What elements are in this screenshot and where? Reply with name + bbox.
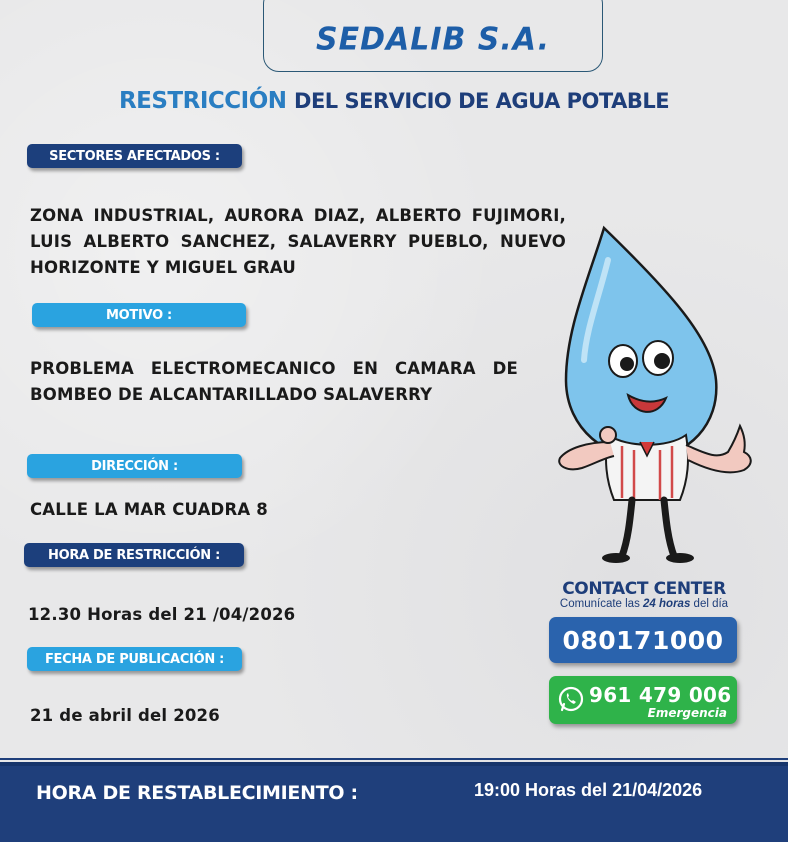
whatsapp-button[interactable] (549, 676, 737, 724)
fecha-publicacion-label: FECHA DE PUBLICACIÓN : (27, 647, 242, 671)
page-title (0, 88, 788, 114)
whatsapp-icon (557, 685, 585, 713)
hora-restriccion-value: 12.30 Horas del 21 /04/2026 (28, 605, 296, 624)
water-drop-mascot (548, 220, 758, 570)
header-logo-box (263, 0, 603, 72)
phone-number-button[interactable]: 080171000 (549, 617, 737, 663)
restablecimiento-label: HORA DE RESTABLECIMIENTO : (36, 782, 358, 804)
contact-sub-post: del día (693, 598, 729, 610)
contact-center-subtitle (548, 598, 740, 610)
hora-restriccion-label: HORA DE RESTRICCIÓN : (24, 543, 244, 567)
contact-sub-pre: Comunícate las (559, 598, 640, 610)
title-rest: DEL SERVICIO DE AGUA POTABLE (294, 89, 670, 113)
sectors-value: ZONA INDUSTRIAL, AURORA DIAZ, ALBERTO FUJIMORI, LUIS ALBERTO SANCHEZ, SALAVERRY PUEBLO, NUEVO HORIZONTE Y MIGUEL GRAU (30, 206, 566, 277)
restablecimiento-value: 19:00 Horas del 21/04/2026 (474, 780, 703, 800)
whatsapp-label: Emergencia (647, 706, 727, 720)
whatsapp-number: 961 479 006 (589, 683, 732, 707)
sectors-label: SECTORES AFECTADOS : (27, 144, 242, 168)
contact-sub-bold: 24 horas (643, 598, 691, 610)
footer-divider (0, 758, 788, 760)
direccion-label: DIRECCIÓN : (27, 454, 242, 478)
motivo-value: PROBLEMA ELECTROMECANICO EN CAMARA DE BOMBEO DE ALCANTARILLADO SALAVERRY (30, 359, 518, 404)
fecha-publicacion-value: 21 de abril del 2026 (30, 706, 220, 725)
contact-center-title: CONTACT CENTER (562, 579, 726, 599)
title-highlight: RESTRICCIÓN (118, 88, 287, 114)
sedalib-logo: SEDALIB S.A. (316, 21, 550, 58)
direccion-value: CALLE LA MAR CUADRA 8 (30, 500, 268, 519)
motivo-label: MOTIVO : (32, 303, 246, 327)
